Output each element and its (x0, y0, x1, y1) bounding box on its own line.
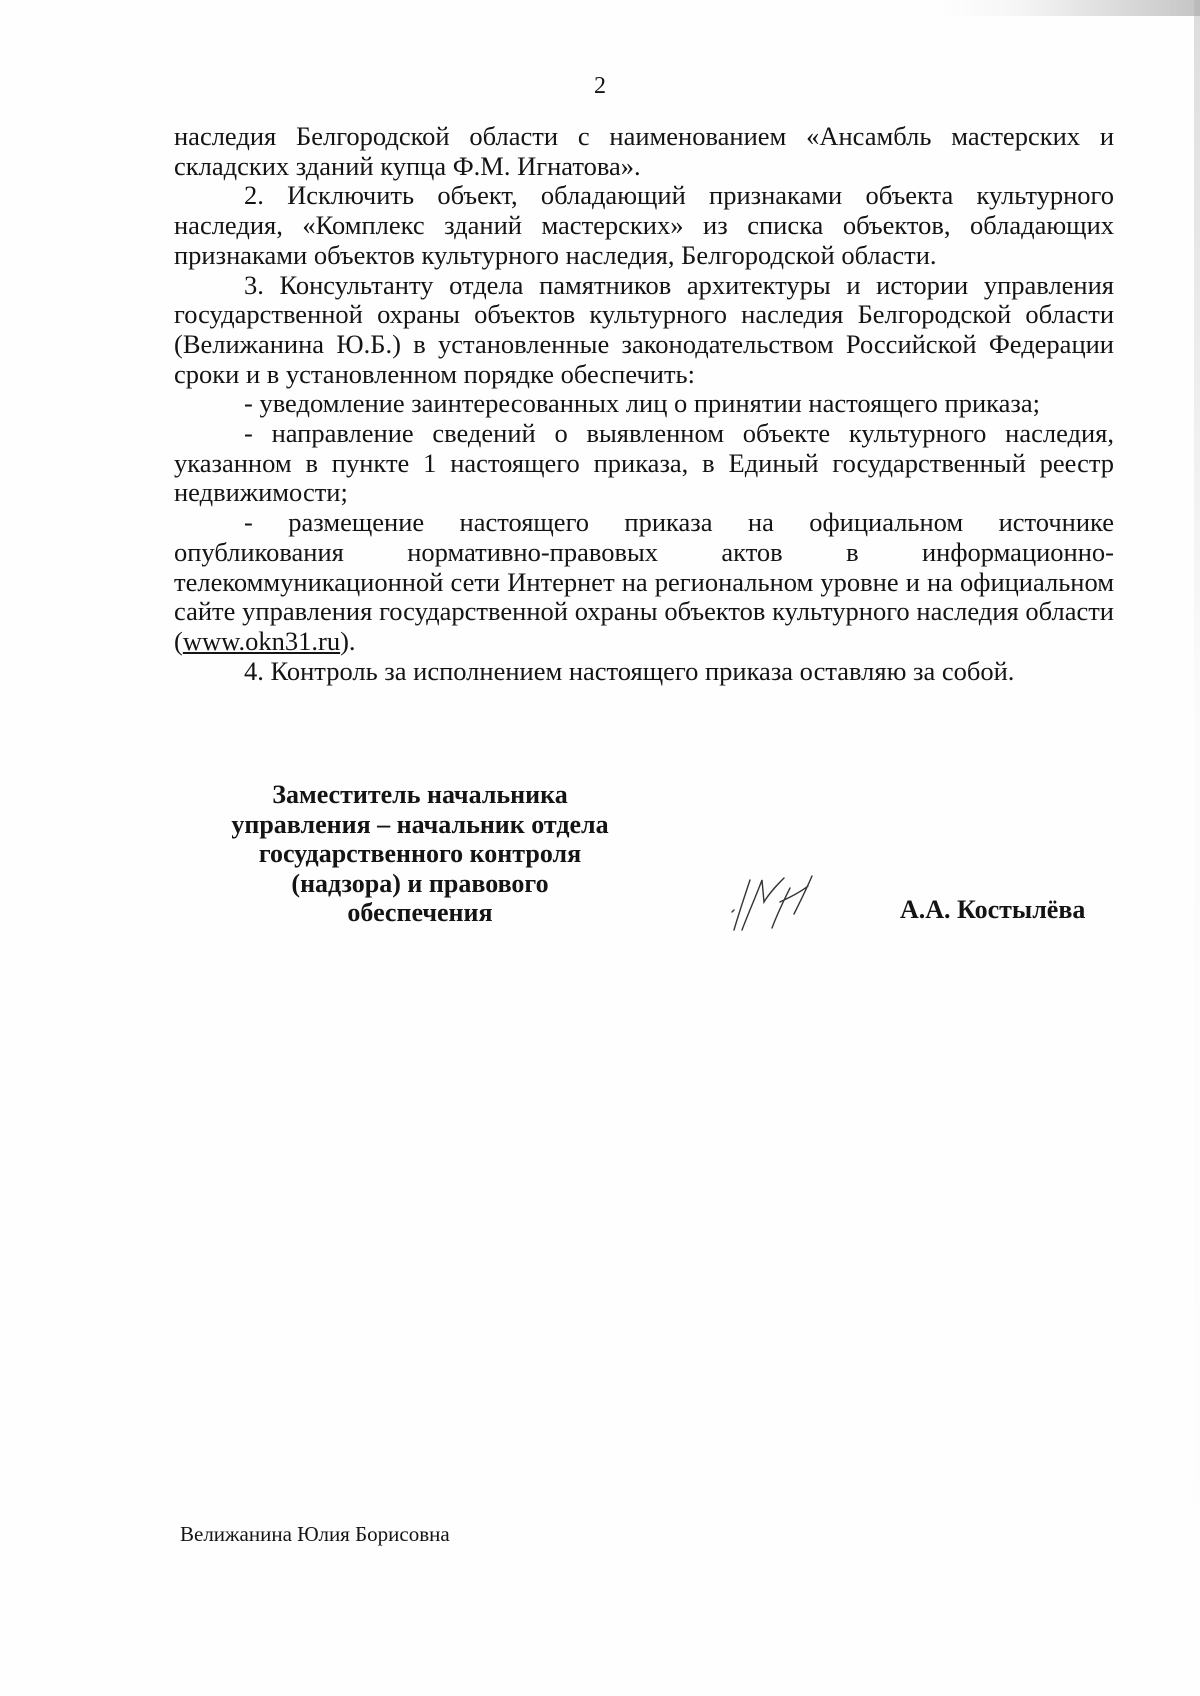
position-line: управления – начальник отдела (231, 809, 609, 839)
paragraph-dash-notification: - уведомление заинтересованных лиц о принятии настоящего приказа; (244, 388, 1040, 419)
publication-text: - размещение настоящего приказа на официальном источнике опубликования нормативно-правовых актов в информационно-телекоммуникационной сети Интернет на региональном уровне и на официальном сайте управления государственной охраны объектов культурного наследия области ( (174, 507, 1114, 656)
paragraph-continuation: наследия Белгородской области с наименованием «Ансамбль мастерских и складских зданий купца Ф.М. Игнатова». (174, 121, 1114, 181)
paragraph-item-3: 3. Консультанту отдела памятников архитектуры и истории управления государственной охраны объектов культурного наследия Белгородской области (Велижанина Ю.Б.) в установленные законодательством Российской Федерации сроки и в установленном порядке обеспечить: (174, 269, 1114, 389)
paragraph-item-2: 2. Исключить объект, обладающий признаками объекта культурного наследия, «Комплекс зданий мастерских» из списка объектов, обладающих признаками объектов культурного наследия, Белгородской области. (174, 180, 1114, 270)
position-line: государственного контроля (258, 839, 582, 868)
publication-text-end: ). (340, 625, 356, 656)
executor-name: Велижанина Юлия Борисовна (180, 1522, 450, 1546)
handwritten-signature (728, 872, 818, 934)
position-line: (надзора) и правового (291, 868, 549, 898)
paragraph-item-4: 4. Контроль за исполнением настоящего приказа оставляю за собой. (244, 655, 1015, 686)
position-line: Заместитель начальника (272, 780, 568, 809)
position-line: обеспечения (347, 898, 493, 927)
scan-shadow-right (1194, 0, 1200, 1696)
order-body (174, 122, 1114, 686)
website-link[interactable]: www.okn31.ru (182, 625, 341, 656)
paragraph-dash-publication (174, 508, 1114, 657)
scan-shadow-top (940, 0, 1200, 16)
signatory-position (200, 780, 640, 928)
page-number: 2 (594, 73, 606, 99)
signatory-name: А.А. Костылёва (900, 895, 1086, 924)
paragraph-dash-registry: - направление сведений о выявленном объекте культурного наследия, указанном в пункте 1 настоящего приказа, в Единый государственный реестр недвижимости; (174, 418, 1114, 508)
